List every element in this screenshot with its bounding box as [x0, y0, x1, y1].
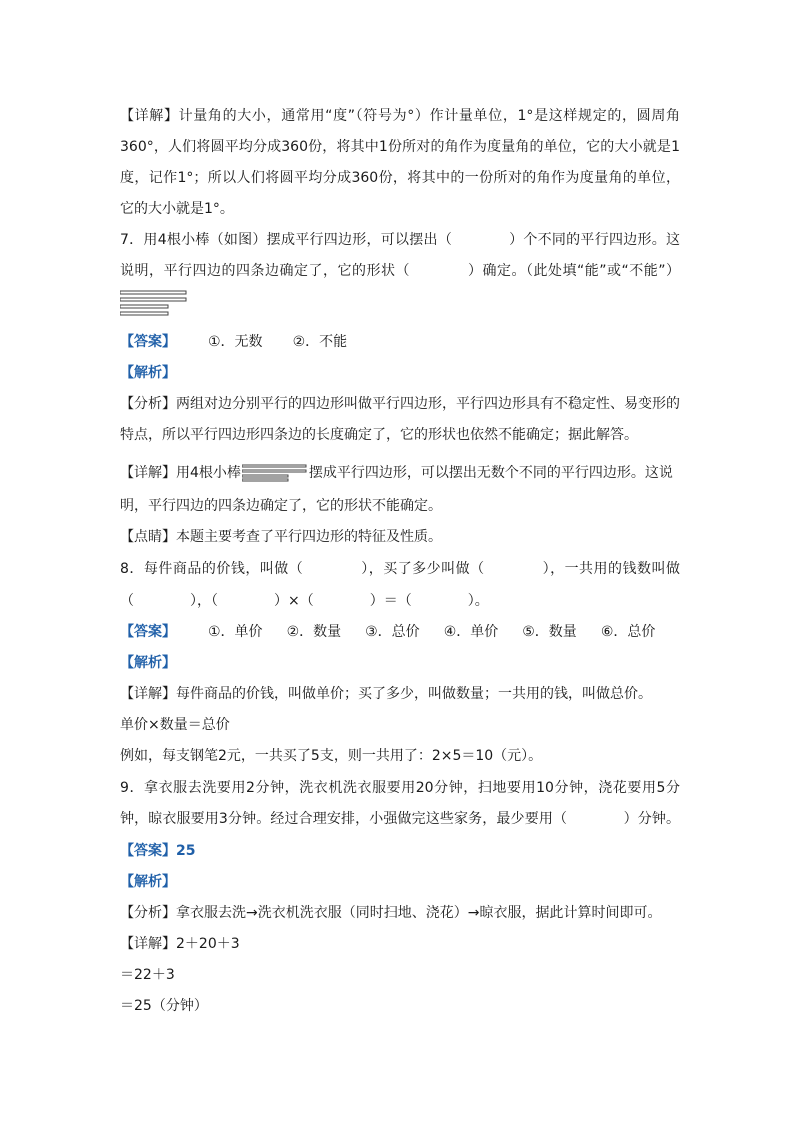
detail-line-3: 度，记作1°；所以人们将圆平均分成360份，将其中的一份所对的角作为度量角的单位，	[120, 170, 680, 186]
answer-item: ④．单价	[443, 624, 499, 640]
q7-jiexi-tag: 【解析】	[120, 365, 176, 381]
q7-analysis-line-1: 【分析】两组对边分别平行的四边形叫做平行四边形，平行四边形具有不稳定性、易变形的	[120, 396, 680, 412]
q8-jiexi-tag: 【解析】	[120, 655, 176, 671]
q8-example: 例如，每支钢笔2元，一共买了5支，则一共用了：2×5＝10（元）。	[120, 748, 543, 764]
q8-formula: 单价×数量＝总价	[120, 717, 230, 733]
q8-answer	[120, 622, 680, 642]
answer-tag: 【答案】	[120, 624, 176, 640]
answer-item: ②．不能	[292, 334, 348, 350]
q9-step-1: ＝22＋3	[120, 967, 175, 983]
q9-answer: 【答案】25	[120, 843, 196, 859]
sticks-figure	[120, 290, 190, 316]
answer-item: ③．总价	[365, 624, 420, 640]
q8-question-line-2: （ ），（ ）×（ ）＝（ ）。	[120, 593, 489, 609]
answer-item: ②．数量	[286, 624, 342, 640]
q7-analysis-line-2: 特点，所以平行四边形四条边的长度确定了，它的形状也依然不能确定；据此解答。	[120, 427, 638, 443]
answer-item: ①．无数	[208, 334, 263, 350]
q9-jiexi-tag: 【解析】	[120, 874, 176, 890]
q8-detail: 【详解】每件商品的价钱，叫做单价；买了多少，叫做数量；一共用的钱，叫做总价。	[120, 686, 652, 702]
detail-line-4: 它的大小就是1°。	[120, 201, 234, 217]
q7-detail-line-1	[120, 461, 680, 485]
q9-step-2: ＝25（分钟）	[120, 998, 208, 1014]
detail-line-2: 360°，人们将圆平均分成360份，将其中1份所对的角作为度量角的单位，它的大小就是1	[120, 139, 680, 155]
q7-detail-part-a: 【详解】用4根小棒	[120, 465, 241, 481]
detail-line-1: 【详解】计量角的大小，通常用“度”（符号为°）作计量单位，1°是这样规定的，圆周角	[120, 108, 680, 124]
q7-answer	[120, 332, 680, 352]
answer-item: ①．单价	[208, 624, 263, 640]
q7-detail-line-2: 明，平行四边的四条边确定了，它的形状不能确定。	[120, 498, 442, 514]
q7-detail-part-b: 摆成平行四边形，可以摆出无数个不同的平行四边形。这说	[308, 465, 673, 481]
answer-item: ⑤．数量	[522, 624, 577, 640]
answer-item: ⑥．总价	[600, 624, 656, 640]
q7-dianjing: 【点睛】本题主要考查了平行四边形的特征及性质。	[120, 529, 442, 545]
answer-tag: 【答案】	[120, 334, 176, 350]
q8-question-line-1: 8．每件商品的价钱，叫做（ ），买了多少叫做（ ），一共用的钱数叫做	[120, 561, 680, 577]
q7-question-line-2: 说明，平行四边的四条边确定了，它的形状（ ）确定。（此处填“能”或“不能”）	[120, 263, 680, 279]
q9-question-line-1: 9．拿衣服去洗要用2分钟，洗衣机洗衣服要用20分钟，扫地要用10分钟，浇花要用5分	[120, 780, 680, 796]
q7-question-line-1: 7．用4根小棒（如图）摆成平行四边形，可以摆出（ ）个不同的平行四边形。这	[120, 232, 680, 248]
q9-analysis: 【分析】拿衣服去洗→洗衣机洗衣服（同时扫地、浇花）→晾衣服，据此计算时间即可。	[120, 905, 662, 921]
sticks-inline-figure	[242, 464, 308, 482]
q9-question-line-2: 钟，晾衣服要用3分钟。经过合理安排，小强做完这些家务，最少要用（ ）分钟。	[120, 811, 680, 827]
q9-detail: 【详解】2＋20＋3	[120, 936, 240, 952]
